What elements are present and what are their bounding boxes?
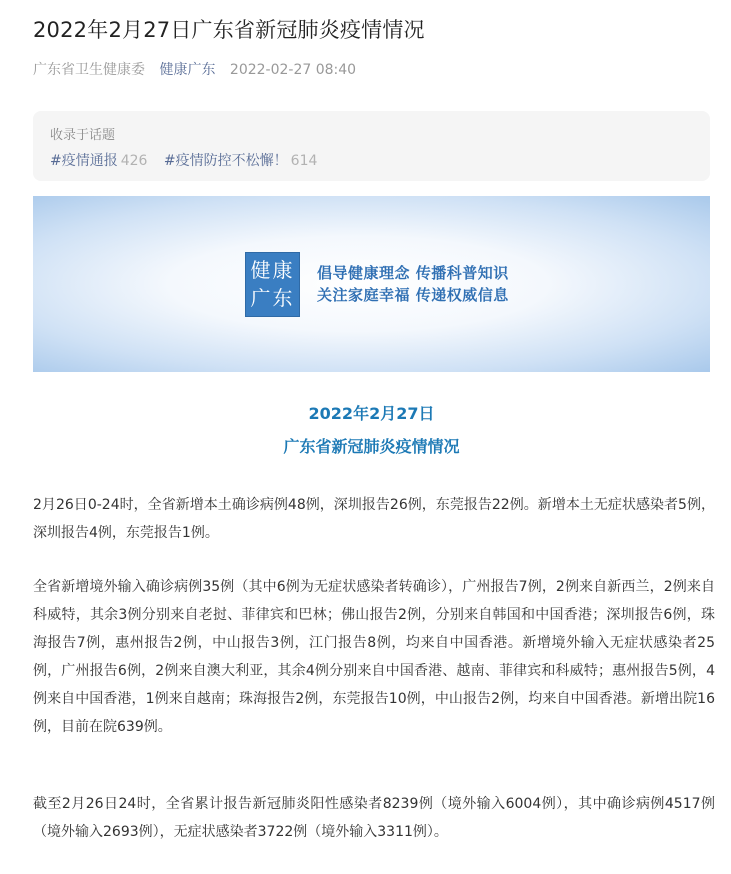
- paragraph-cumulative: 截至2月26日24时，全省累计报告新冠肺炎阳性感染者8239例（境外输入6004例），其中确诊病例4517例（境外输入2693例），无症状感染者3722例（境外输入3311例）。: [33, 796, 715, 840]
- section-heading-title: 广东省新冠肺炎疫情情况: [283, 437, 460, 456]
- logo-text-line1: 健康: [250, 258, 295, 282]
- topic-link-prevention[interactable]: [164, 153, 317, 169]
- section-heading-date: 2022年2月27日: [308, 404, 435, 423]
- article-meta: [33, 59, 366, 79]
- article-title: 2022年2月27日广东省新冠肺炎疫情情况: [33, 18, 425, 42]
- article-source: 广东省卫生健康委: [33, 62, 145, 78]
- topic-link-outbreak-report[interactable]: [50, 153, 147, 169]
- logo-text-line2: 广东: [250, 286, 295, 310]
- paragraph-imported-cases: 全省新增境外输入确诊病例35例（其中6例为无症状感染者转确诊），广州报告7例，2例来自新西兰，2例来自科威特，其余3例分别来自老挝、菲律宾和巴林；佛山报告2例，分别来自韩国和中国香港；深圳报告6例，珠海报告7例，惠州报告2例，中山报告3例，江门报告8例，均来自中国香港。新增境外输入无症状感染者25例，广州报告6例，2例来自澳大利亚，其余4例分别来自中国香港、越南、菲律宾和科威特；惠州报告5例，4例来自中国香港，1例来自越南；珠海报告2例，东莞报告10例，中山报告2例，均来自中国香港。新增出院16例，目前在院639例。: [33, 579, 715, 735]
- slogan-line2: 关注家庭幸福 传递权威信息: [317, 286, 509, 304]
- health-guangdong-logo: [245, 252, 300, 317]
- topic-name: #疫情通报: [50, 153, 118, 169]
- topic-name: #疫情防控不松懈！: [163, 153, 288, 169]
- topic-count: 426: [120, 153, 148, 169]
- banner-image: [33, 196, 710, 372]
- slogan-line1: 倡导健康理念 传播科普知识: [317, 264, 509, 282]
- banner-slogan: [317, 262, 509, 306]
- publish-time: 2022-02-27 08:40: [229, 62, 357, 78]
- paragraph-local-cases: 2月26日0-24时，全省新增本土确诊病例48例，深圳报告26例，东莞报告22例。新增本土无症状感染者5例，深圳报告4例，东莞报告1例。: [33, 497, 715, 541]
- account-link[interactable]: 健康广东: [159, 62, 216, 78]
- topics-label: 收录于话题: [50, 128, 116, 143]
- topics-list: [50, 150, 329, 170]
- topic-count: 614: [290, 153, 318, 169]
- topics-box: [33, 111, 710, 181]
